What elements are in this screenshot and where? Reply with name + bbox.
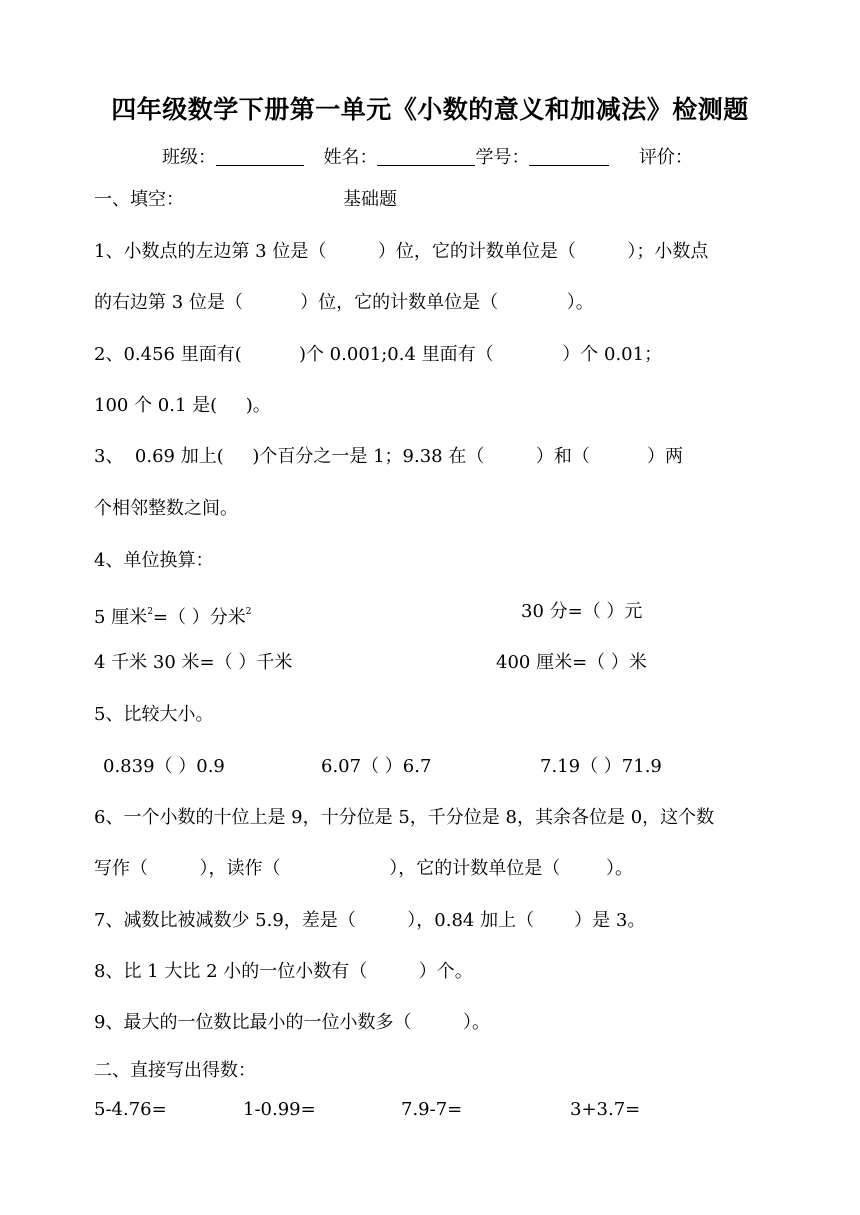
question-3-line-1: 3、 0.69 加上( )个百分之一是 1；9.38 在（ ）和（ ）两	[94, 446, 684, 467]
question-5-item-c: 7.19（ ）71.9	[540, 756, 662, 777]
calc-item: 1-0.99=	[243, 1099, 316, 1120]
calc-item: 5-4.76=	[94, 1099, 167, 1120]
question-1-line-2: 的右边第 3 位是（ ）位，它的计数单位是（ ）。	[94, 292, 594, 313]
question-6-line-2: 写作（ ），读作（ ），它的计数单位是（ ）。	[94, 858, 633, 879]
question-1-line-1: 1、小数点的左边第 3 位是（ ）位，它的计数单位是（ ）；小数点	[94, 241, 709, 262]
name-blank[interactable]	[377, 147, 475, 166]
question-2-line-2: 100 个 0.1 是( )。	[94, 395, 271, 416]
question-2-line-1: 2、0.456 里面有( )个 0.001;0.4 里面有（ ）个 0.01；	[94, 344, 663, 365]
calc-item: 3+3.7=	[570, 1099, 641, 1120]
question-5-item-b: 6.07（ ）6.7	[321, 756, 432, 777]
question-9: 9、最大的一位数比最小的一位小数多（ ）。	[94, 1012, 490, 1033]
calc-item: 7.9-7=	[401, 1099, 463, 1120]
question-4-item-b: 30 分=（ ）元	[521, 601, 643, 622]
class-label: 班级：	[162, 147, 216, 168]
question-5-item-a: 0.839（ ）0.9	[103, 756, 225, 777]
question-4-item-d: 400 厘米=（ ）米	[496, 652, 647, 673]
name-label: 姓名：	[323, 147, 378, 168]
question-4-item-a: 5 厘米$^2$=（ ）分米$^2$	[94, 607, 252, 628]
question-6-line-1: 6、一个小数的十位上是 9，十分位是 5，千分位是 8，其余各位是 0，这个数	[94, 807, 715, 828]
page-title: 四年级数学下册第一单元《小数的意义和加减法》检测题	[111, 95, 749, 124]
class-blank[interactable]	[216, 147, 304, 166]
question-8: 8、比 1 大比 2 小的一位小数有（ ）个。	[94, 961, 473, 982]
section1-heading: 一、填空：	[94, 189, 184, 210]
question-7: 7、减数比被减数少 5.9，差是（ ），0.84 加上（ ）是 3。	[94, 910, 646, 931]
section2-heading: 二、直接写出得数：	[94, 1060, 256, 1081]
question-4-heading: 4、单位换算：	[94, 550, 214, 571]
section1-subheading: 基础题	[343, 189, 397, 210]
id-blank[interactable]	[529, 147, 609, 166]
id-label: 学号：	[475, 147, 530, 168]
student-info-row	[162, 143, 693, 169]
question-3-line-2: 个相邻整数之间。	[94, 498, 238, 519]
eval-label: 评价：	[638, 147, 693, 168]
question-5-heading: 5、比较大小。	[94, 704, 214, 725]
question-4-item-c: 4 千米 30 米=（ ）千米	[94, 652, 293, 673]
